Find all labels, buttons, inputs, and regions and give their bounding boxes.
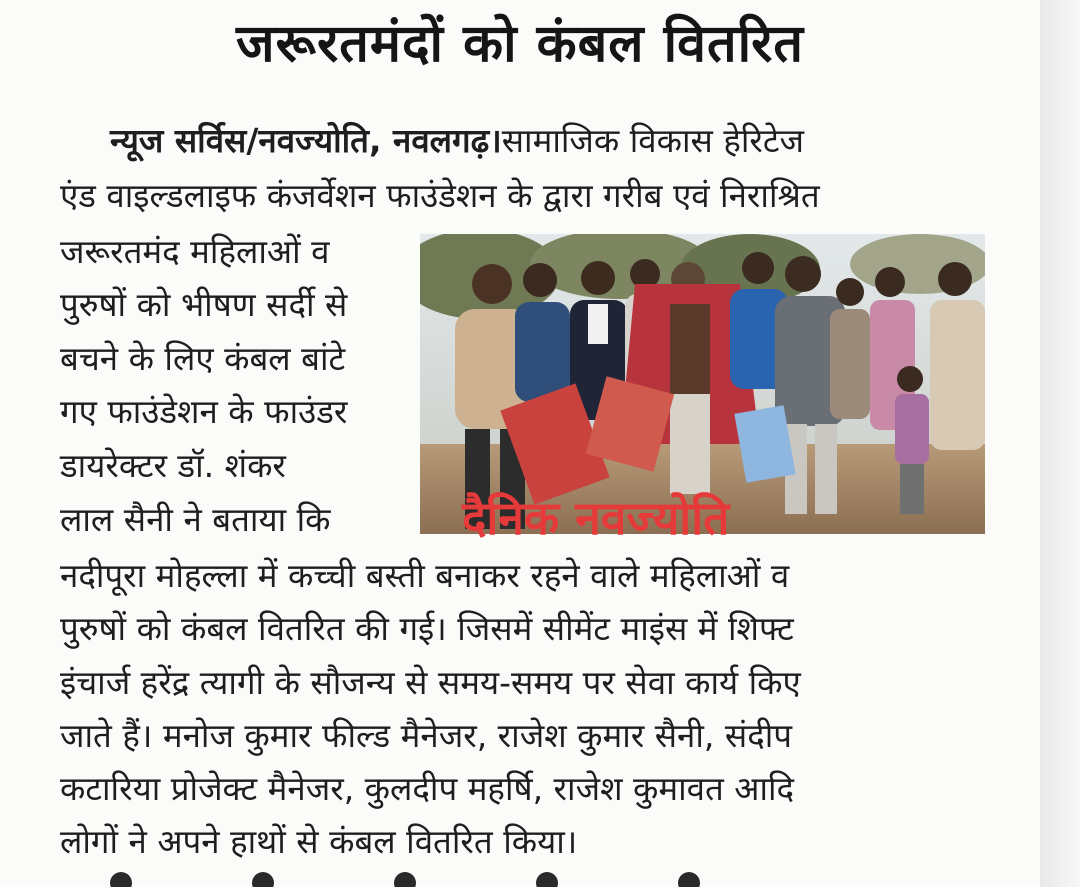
article-headline: जरूरतमंदों को कंबल वितरित	[235, 14, 805, 74]
article-line-3: जरूरतमंद महिलाओं व	[60, 232, 330, 271]
article-dateline: न्यूज सर्विस/नवज्योति, नवलगढ़।	[110, 121, 502, 160]
photo-watermark: दैनिक नवज्योति	[462, 491, 730, 545]
article-line-1-text: सामाजिक विकास हेरिटेज	[501, 121, 805, 160]
previous-article-fragment	[90, 0, 990, 8]
next-article-fragment	[110, 872, 910, 887]
article-line-12: जाते हैं। मनोज कुमार फील्ड मैनेजर, राजेश कुमार सैनी, संदीप	[60, 716, 793, 755]
page-edge	[1040, 0, 1080, 887]
article-line-5: बचने के लिए कंबल बांटे	[60, 339, 346, 378]
article-line-13: कटारिया प्रोजेक्ट मैनेजर, कुलदीप महर्षि, राजेश कुमावत आदि	[60, 769, 795, 808]
article-line-11: इंचार्ज हरेंद्र त्यागी के सौजन्य से समय-समय पर सेवा कार्य किए	[60, 663, 801, 702]
article-line-9: नदीपूरा मोहल्ला में कच्ची बस्ती बनाकर रहने वाले महिलाओं व	[60, 556, 790, 595]
article-line-1	[110, 121, 804, 161]
article-line-7: डायरेक्टर डॉ. शंकर	[60, 446, 286, 485]
article-line-8: लाल सैनी ने बताया कि	[60, 500, 331, 539]
article-line-2: एंड वाइल्डलाइफ कंजर्वेशन फाउंडेशन के द्वारा गरीब एवं निराश्रित	[60, 176, 820, 215]
article-line-4: पुरुषों को भीषण सर्दी से	[60, 285, 348, 324]
article-line-14: लोगों ने अपने हाथों से कंबल वितरित किया।	[60, 822, 578, 861]
article-line-10: पुरुषों को कंबल वितरित की गई। जिसमें सीमेंट माइंस में शिफ्ट	[60, 609, 794, 648]
article-line-6: गए फाउंडेशन के फाउंडर	[60, 392, 348, 431]
